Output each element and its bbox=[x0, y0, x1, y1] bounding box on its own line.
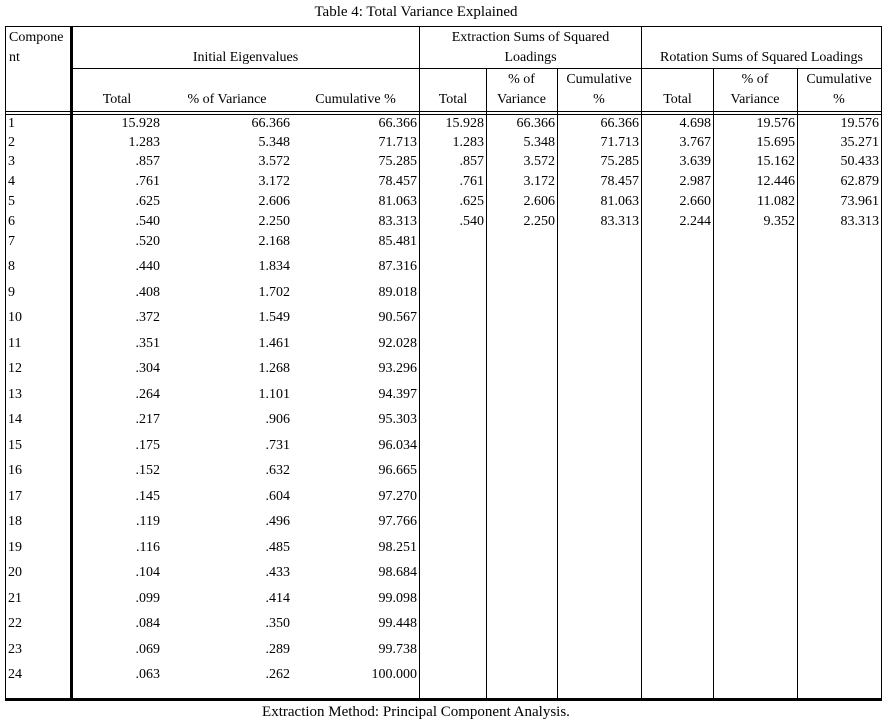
row-1-ro-total: 4.698 bbox=[679, 116, 711, 131]
row-10-iv-cum: 90.567 bbox=[378, 310, 417, 325]
row-4-ro-cum: 62.879 bbox=[840, 174, 879, 189]
row-16-component: 16 bbox=[8, 463, 22, 478]
row-4-iv-total: .761 bbox=[135, 174, 160, 189]
row-3-iv-cum: 75.285 bbox=[378, 154, 417, 169]
divider-header-1 bbox=[5, 111, 882, 112]
row-7-iv-pct: 2.168 bbox=[258, 234, 290, 249]
row-17-iv-cum: 97.270 bbox=[378, 488, 417, 504]
row-6-ro-pct: 9.352 bbox=[763, 214, 795, 229]
row-11-component: 11 bbox=[8, 335, 22, 351]
row-12-iv-total: .304 bbox=[135, 361, 160, 376]
divider-group-header bbox=[72, 68, 882, 69]
row-7-iv-total: .520 bbox=[135, 234, 160, 249]
divider-sub-2 bbox=[713, 68, 714, 700]
row-23-iv-cum: 99.738 bbox=[378, 641, 417, 657]
row-24-iv-cum: 100.000 bbox=[371, 667, 417, 682]
row-18-iv-pct: .496 bbox=[265, 514, 290, 529]
row-4-iv-pct: 3.172 bbox=[258, 174, 290, 189]
row-9-iv-pct: 1.702 bbox=[258, 284, 290, 300]
row-1-iv-total: 15.928 bbox=[121, 116, 160, 131]
row-4-ex-cum: 78.457 bbox=[600, 174, 639, 189]
row-19-iv-total: .116 bbox=[136, 539, 160, 555]
row-9-iv-cum: 89.018 bbox=[378, 284, 417, 300]
row-13-component: 13 bbox=[8, 386, 22, 402]
row-6-ex-total: .540 bbox=[459, 214, 484, 229]
row-5-ro-cum: 73.961 bbox=[840, 194, 879, 209]
row-24-iv-total: .063 bbox=[135, 667, 160, 682]
row-1-ex-pct: 66.366 bbox=[516, 116, 555, 131]
row-5-ex-pct: 2.606 bbox=[523, 194, 555, 209]
header-ex-pct-line1: % of bbox=[508, 72, 535, 87]
border-top bbox=[5, 26, 882, 27]
header-extraction-line1: Extraction Sums of Squared bbox=[451, 30, 610, 45]
row-22-component: 22 bbox=[8, 616, 22, 631]
row-21-iv-total: .099 bbox=[135, 590, 160, 606]
row-18-iv-cum: 97.766 bbox=[378, 514, 417, 529]
row-21-component: 21 bbox=[8, 590, 22, 606]
row-21-iv-cum: 99.098 bbox=[378, 590, 417, 606]
row-11-iv-pct: 1.461 bbox=[258, 335, 290, 351]
row-2-iv-cum: 71.713 bbox=[378, 135, 417, 150]
header-ex-pct-line2: Variance bbox=[497, 92, 546, 107]
row-3-iv-pct: 3.572 bbox=[258, 154, 290, 169]
row-22-iv-total: .084 bbox=[135, 616, 160, 631]
header-ex-cum-line1: Cumulative bbox=[566, 72, 632, 87]
row-19-iv-pct: .485 bbox=[265, 539, 290, 555]
header-initial-eigenvalues: Initial Eigenvalues bbox=[192, 50, 299, 65]
row-8-component: 8 bbox=[8, 259, 15, 274]
row-14-iv-total: .217 bbox=[135, 412, 160, 427]
header-extraction-line2: Loadings bbox=[504, 50, 557, 65]
row-5-ex-total: .625 bbox=[459, 194, 484, 209]
row-19-component: 19 bbox=[8, 539, 22, 555]
row-2-ex-pct: 5.348 bbox=[523, 135, 555, 150]
row-3-iv-total: .857 bbox=[135, 154, 160, 169]
divider-sub-1 bbox=[557, 68, 558, 700]
row-23-iv-pct: .289 bbox=[265, 641, 290, 657]
header-iv-pct: % of Variance bbox=[187, 92, 267, 107]
header-ex-total: Total bbox=[438, 92, 468, 107]
row-8-iv-cum: 87.316 bbox=[378, 259, 417, 274]
row-1-iv-pct: 66.366 bbox=[251, 116, 290, 131]
divider-sub-0 bbox=[486, 68, 487, 700]
border-bottom bbox=[5, 698, 882, 701]
row-24-component: 24 bbox=[8, 667, 22, 682]
table-caption: Table 4: Total Variance Explained bbox=[314, 4, 518, 20]
row-4-iv-cum: 78.457 bbox=[378, 174, 417, 189]
row-20-iv-cum: 98.684 bbox=[378, 565, 417, 580]
row-5-ro-pct: 11.082 bbox=[757, 194, 795, 209]
row-3-ro-cum: 50.433 bbox=[840, 154, 879, 169]
row-1-component: 1 bbox=[8, 116, 15, 131]
row-6-ex-cum: 83.313 bbox=[600, 214, 639, 229]
row-2-iv-total: 1.283 bbox=[128, 135, 160, 150]
row-9-iv-total: .408 bbox=[135, 284, 160, 300]
row-16-iv-cum: 96.665 bbox=[378, 463, 417, 478]
row-1-ro-pct: 19.576 bbox=[756, 116, 795, 131]
row-3-component: 3 bbox=[8, 154, 15, 169]
row-6-component: 6 bbox=[8, 214, 15, 229]
header-ro-pct-line1: % of bbox=[741, 72, 769, 87]
row-17-iv-pct: .604 bbox=[265, 488, 290, 504]
row-4-ex-pct: 3.172 bbox=[523, 174, 555, 189]
row-23-component: 23 bbox=[8, 641, 22, 657]
row-12-iv-pct: 1.268 bbox=[258, 361, 290, 376]
header-ro-total: Total bbox=[663, 92, 692, 107]
header-rotation: Rotation Sums of Squared Loadings bbox=[660, 50, 863, 65]
row-4-component: 4 bbox=[8, 174, 15, 189]
row-3-ex-total: .857 bbox=[459, 154, 484, 169]
row-14-iv-pct: .906 bbox=[265, 412, 290, 427]
row-5-component: 5 bbox=[8, 194, 15, 209]
row-15-iv-total: .175 bbox=[135, 437, 160, 453]
row-1-iv-cum: 66.366 bbox=[378, 116, 417, 131]
row-2-ro-total: 3.767 bbox=[679, 135, 711, 150]
row-6-iv-total: .540 bbox=[135, 214, 160, 229]
row-13-iv-pct: 1.101 bbox=[258, 386, 290, 402]
row-12-iv-cum: 93.296 bbox=[378, 361, 417, 376]
header-component-line2: nt bbox=[9, 50, 20, 65]
row-20-component: 20 bbox=[8, 565, 22, 580]
row-13-iv-total: .264 bbox=[135, 386, 160, 402]
row-2-ro-pct: 15.695 bbox=[756, 135, 795, 150]
row-6-ro-cum: 83.313 bbox=[840, 214, 879, 229]
header-ro-cum-line1: Cumulative bbox=[806, 72, 872, 87]
header-ex-cum-line2: % bbox=[593, 92, 605, 107]
row-8-iv-pct: 1.834 bbox=[258, 259, 290, 274]
row-2-ex-cum: 71.713 bbox=[600, 135, 639, 150]
header-component-line1: Compone bbox=[9, 30, 64, 45]
row-4-ro-total: 2.987 bbox=[679, 174, 711, 189]
header-ro-pct-line2: Variance bbox=[730, 92, 780, 107]
row-4-ex-total: .761 bbox=[459, 174, 484, 189]
row-14-iv-cum: 95.303 bbox=[378, 412, 417, 427]
row-7-component: 7 bbox=[8, 234, 15, 249]
row-16-iv-pct: .632 bbox=[265, 463, 290, 478]
border-left bbox=[5, 26, 6, 700]
divider-extraction-rotation bbox=[641, 26, 642, 700]
row-1-ro-cum: 19.576 bbox=[840, 116, 879, 131]
row-3-ro-total: 3.639 bbox=[679, 154, 711, 169]
table-footnote: Extraction Method: Principal Component Analysis. bbox=[262, 704, 570, 720]
row-23-iv-total: .069 bbox=[135, 641, 160, 657]
row-2-iv-pct: 5.348 bbox=[258, 135, 290, 150]
header-iv-total: Total bbox=[102, 92, 132, 107]
row-5-iv-cum: 81.063 bbox=[378, 194, 417, 209]
row-10-iv-pct: 1.549 bbox=[258, 310, 290, 325]
divider-sub-3 bbox=[797, 68, 798, 700]
row-3-ex-pct: 3.572 bbox=[523, 154, 555, 169]
row-6-ex-pct: 2.250 bbox=[523, 214, 555, 229]
header-ro-cum-line2: % bbox=[833, 92, 845, 107]
row-6-ro-total: 2.244 bbox=[679, 214, 711, 229]
row-3-ro-pct: 15.162 bbox=[756, 154, 795, 169]
row-6-iv-cum: 83.313 bbox=[378, 214, 417, 229]
row-1-ex-cum: 66.366 bbox=[600, 116, 639, 131]
row-20-iv-total: .104 bbox=[135, 565, 160, 580]
row-2-ro-cum: 35.271 bbox=[840, 135, 879, 150]
row-5-iv-total: .625 bbox=[135, 194, 160, 209]
row-15-component: 15 bbox=[8, 437, 22, 453]
row-10-iv-total: .372 bbox=[135, 310, 160, 325]
row-15-iv-pct: .731 bbox=[265, 437, 290, 453]
row-11-iv-total: .351 bbox=[135, 335, 160, 351]
row-2-ex-total: 1.283 bbox=[452, 135, 484, 150]
row-7-iv-cum: 85.481 bbox=[378, 234, 417, 249]
row-8-iv-total: .440 bbox=[135, 259, 160, 274]
row-15-iv-cum: 96.034 bbox=[378, 437, 417, 453]
row-1-ex-total: 15.928 bbox=[445, 116, 484, 131]
row-22-iv-cum: 99.448 bbox=[378, 616, 417, 631]
row-21-iv-pct: .414 bbox=[265, 590, 290, 606]
row-10-component: 10 bbox=[8, 310, 22, 325]
row-12-component: 12 bbox=[8, 361, 22, 376]
row-22-iv-pct: .350 bbox=[265, 616, 290, 631]
row-17-component: 17 bbox=[8, 488, 22, 504]
row-4-ro-pct: 12.446 bbox=[756, 174, 795, 189]
row-13-iv-cum: 94.397 bbox=[378, 386, 417, 402]
row-14-component: 14 bbox=[8, 412, 22, 427]
row-9-component: 9 bbox=[8, 284, 15, 300]
border-right bbox=[881, 26, 882, 700]
row-5-ro-total: 2.660 bbox=[679, 194, 711, 209]
row-5-ex-cum: 81.063 bbox=[600, 194, 639, 209]
row-19-iv-cum: 98.251 bbox=[378, 539, 417, 555]
row-2-component: 2 bbox=[8, 135, 15, 150]
divider-initial-extraction bbox=[419, 26, 420, 700]
row-3-ex-cum: 75.285 bbox=[600, 154, 639, 169]
row-17-iv-total: .145 bbox=[135, 488, 160, 504]
row-24-iv-pct: .262 bbox=[265, 667, 290, 682]
row-11-iv-cum: 92.028 bbox=[378, 335, 417, 351]
row-18-iv-total: .119 bbox=[136, 514, 160, 529]
row-16-iv-total: .152 bbox=[135, 463, 160, 478]
row-20-iv-pct: .433 bbox=[265, 565, 290, 580]
row-18-component: 18 bbox=[8, 514, 22, 529]
row-5-iv-pct: 2.606 bbox=[258, 194, 290, 209]
header-iv-cum: Cumulative % bbox=[315, 92, 396, 107]
row-6-iv-pct: 2.250 bbox=[258, 214, 290, 229]
